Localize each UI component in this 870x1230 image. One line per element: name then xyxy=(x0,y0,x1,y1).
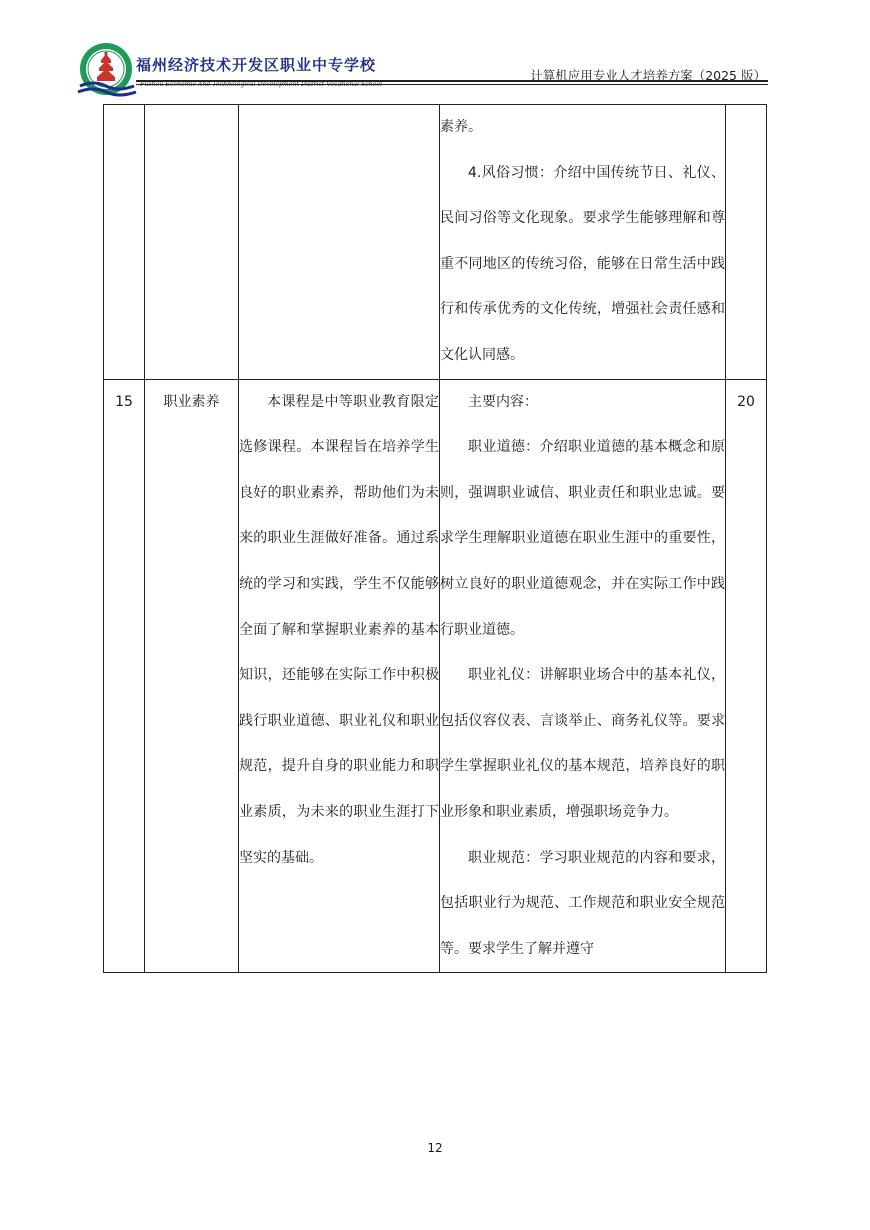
course-content-cell xyxy=(440,105,726,380)
course-hours-cell: 20 xyxy=(726,379,767,973)
document-title: 计算机应用专业人才培养方案（2025 版） xyxy=(530,68,766,83)
description-paragraph: 本课程是中等职业教育限定选修课程。本课程旨在培养学生良好的职业素养，帮助他们为未来的职业生涯做好准备。通过系统的学习和实践，学生不仅能够全面了解和掌握职业素养的基本知识，还能够在实际工作中积极践行职业道德、职业礼仪和职业规范，提升自身的职业能力和职业素质，为未来的职业生涯打下坚实的基础。 xyxy=(239,393,439,866)
school-name-english: Fuzhou Economic And Technological Development District Vocational School xyxy=(140,81,383,88)
content-paragraph: 职业规范：学习职业规范的内容和要求，包括职业行为规范、工作规范和职业安全规范等。要求学生了解并遵守 xyxy=(440,849,725,957)
page-number: 12 xyxy=(427,1141,443,1155)
school-name: 福州经济技术开发区职业中专学校 xyxy=(136,56,377,74)
course-number-cell: 15 xyxy=(104,379,145,973)
content-heading: 主要内容： xyxy=(468,393,538,410)
header-rule-thin xyxy=(136,84,768,85)
page-header xyxy=(76,42,768,100)
course-name-cell: 职业素养 xyxy=(145,379,239,973)
course-description-cell xyxy=(239,379,440,973)
content-paragraph: 素养。 xyxy=(440,119,482,135)
course-number-cell xyxy=(104,105,145,380)
course-description-cell xyxy=(239,105,440,380)
curriculum-table xyxy=(103,104,767,973)
content-paragraph: 职业道德：介绍职业道德的基本概念和原则，强调职业诚信、职业责任和职业忠诚。要求学生理解职业道德在职业生涯中的重要性，树立良好的职业道德观念，并在实际工作中践行职业道德。 xyxy=(440,439,725,638)
table-row xyxy=(104,105,767,380)
course-content-cell xyxy=(440,379,726,973)
header-rule-thick xyxy=(136,80,768,82)
content-paragraph: 4.风俗习惯：介绍中国传统节日、礼仪、民间习俗等文化现象。要求学生能够理解和尊重不同地区的传统习俗，能够在日常生活中践行和传承优秀的文化传统，增强社会责任感和文化认同感。 xyxy=(440,164,725,363)
table-row xyxy=(104,379,767,973)
school-emblem-icon xyxy=(76,42,138,100)
course-hours-cell xyxy=(726,105,767,380)
content-paragraph: 职业礼仪：讲解职业场合中的基本礼仪，包括仪容仪表、言谈举止、商务礼仪等。要求学生掌握职业礼仪的基本规范，培养良好的职业形象和职业素质，增强职场竞争力。 xyxy=(440,667,725,820)
course-name-cell xyxy=(145,105,239,380)
